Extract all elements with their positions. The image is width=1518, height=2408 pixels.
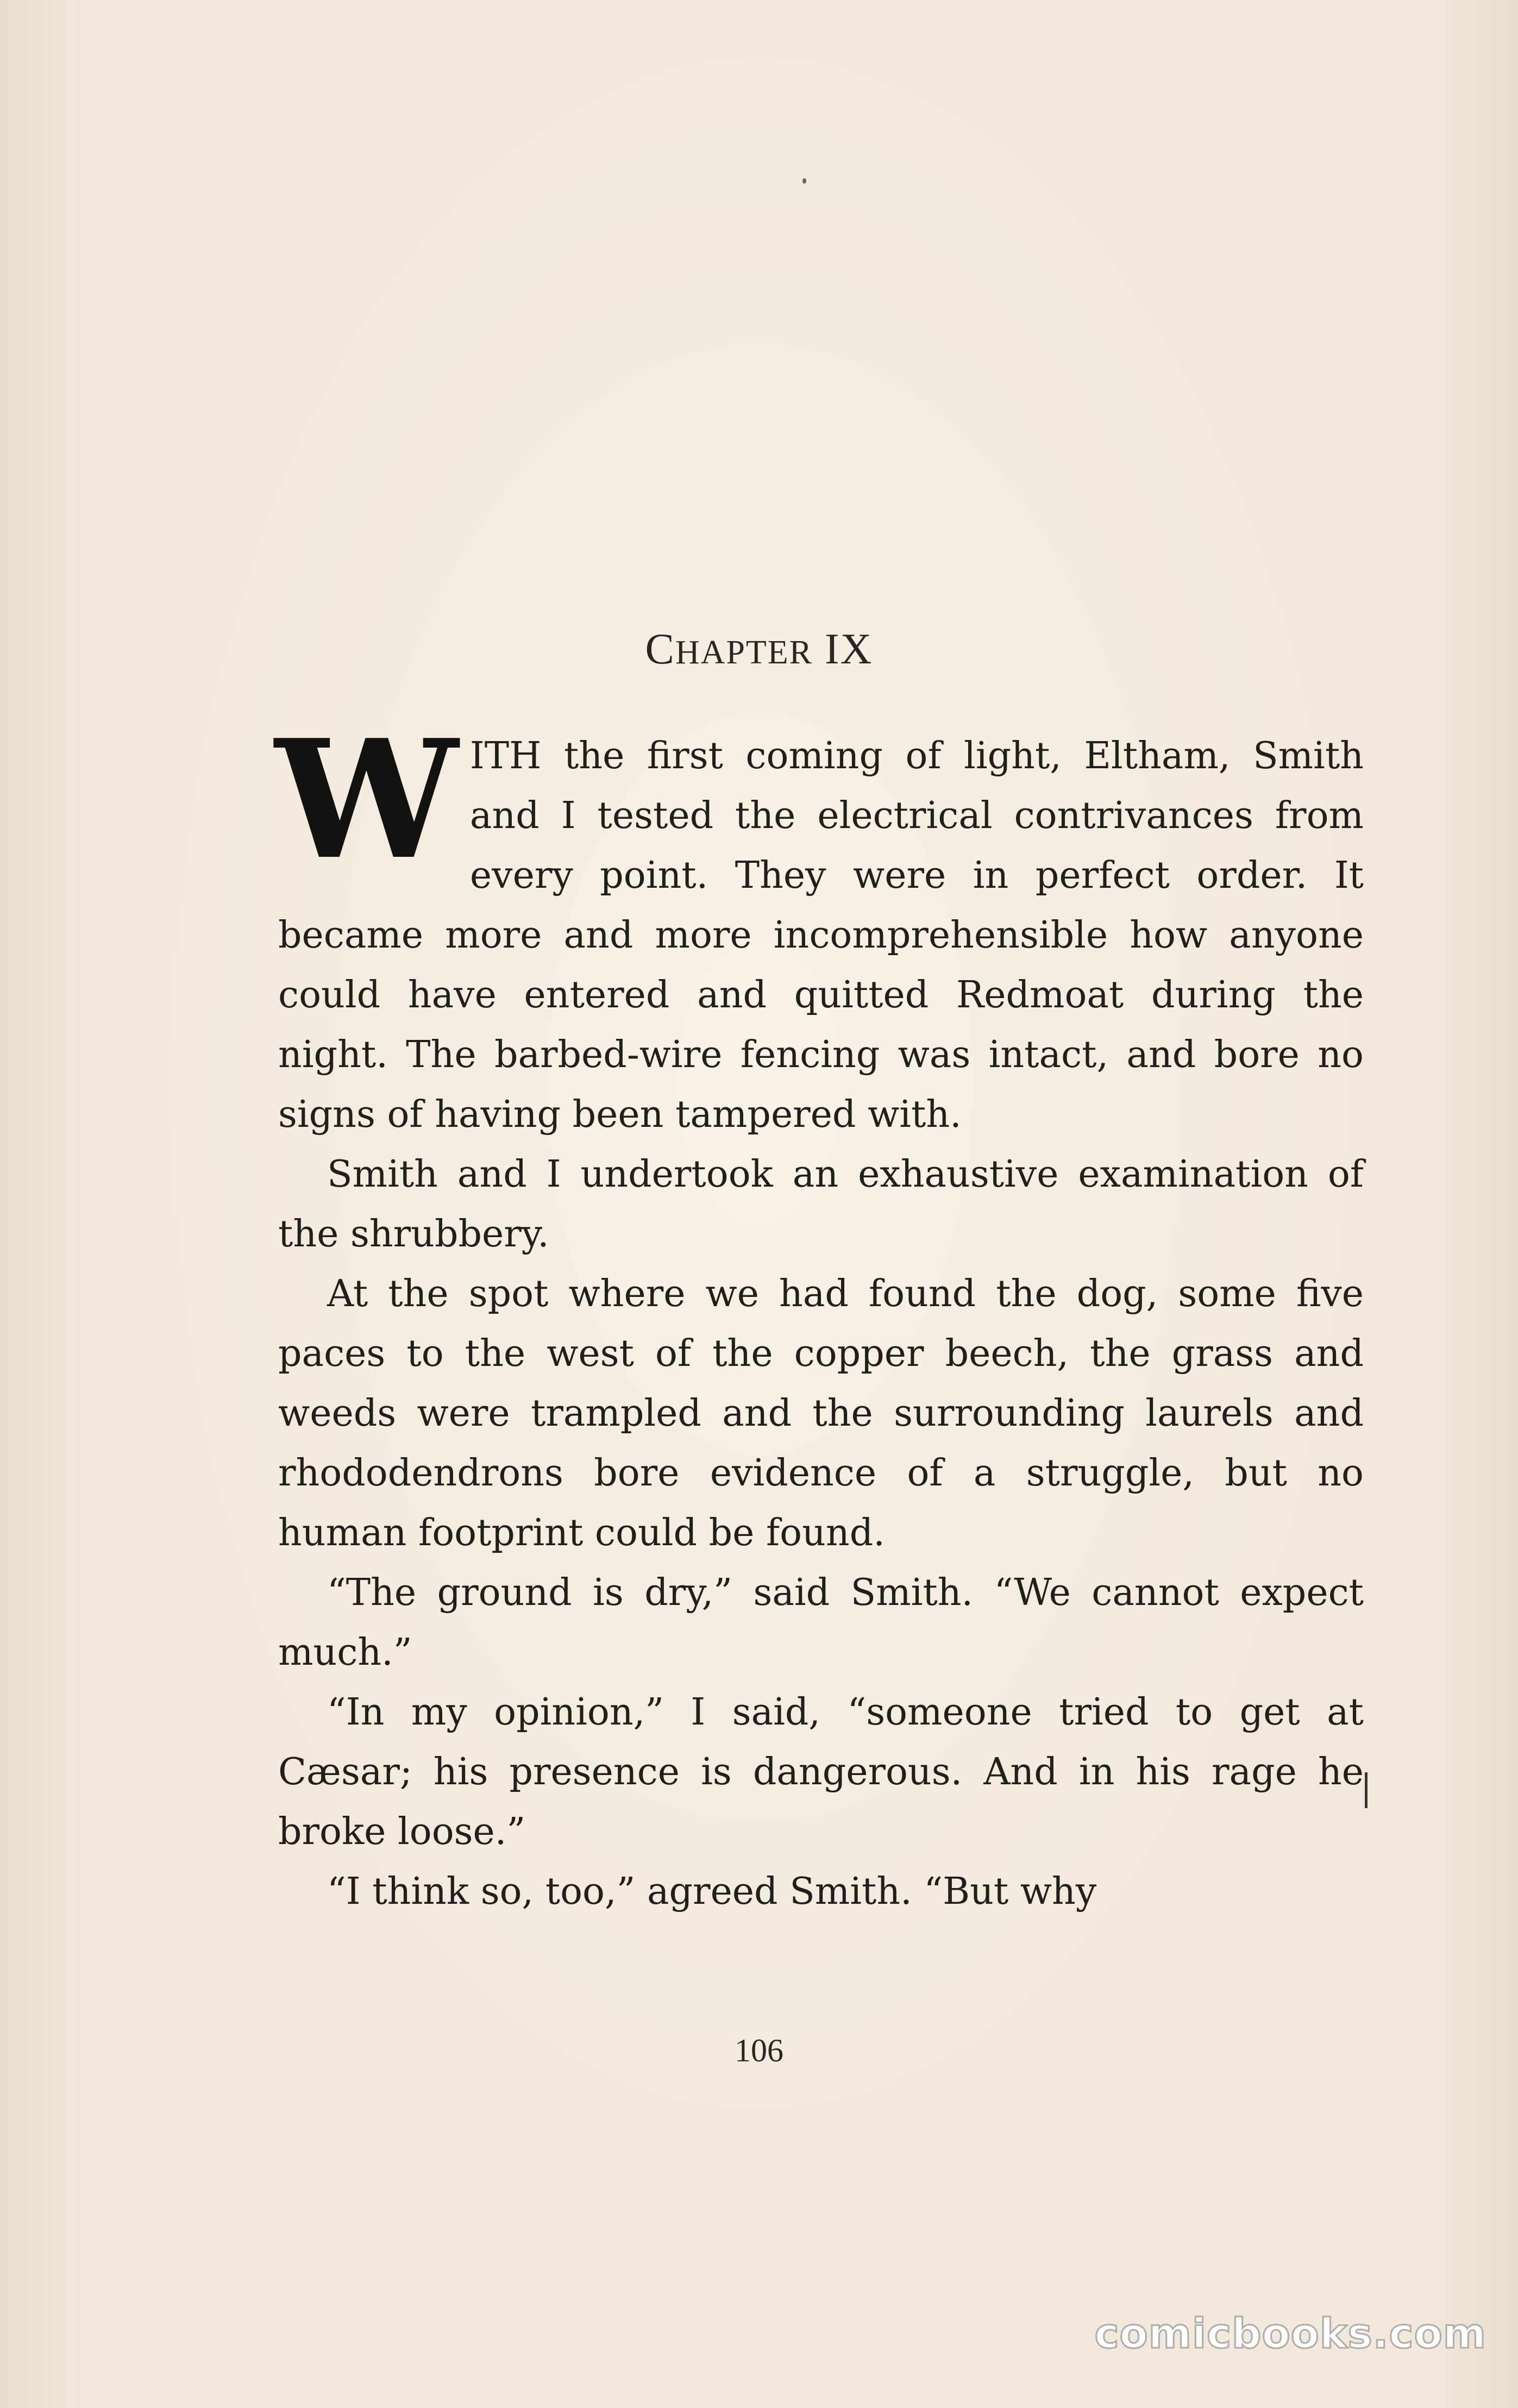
margin-mark: [1365, 1772, 1368, 1808]
chapter-label-initial: C: [645, 625, 675, 673]
watermark: comicbooks.com: [1094, 2309, 1486, 2357]
page-number: 106: [735, 2033, 783, 2068]
ink-speck: [802, 178, 806, 184]
paragraph: At the spot where we had found the dog, some five paces to the west of the copper beech, the grass and weeds were trampled and the surrounding laurels and rhododendrons bore evidence of a struggle, but no human footprint could be found.: [278, 1272, 1364, 1554]
paragraph-opening: [275, 704, 1364, 1145]
chapter-text: [275, 704, 1364, 1922]
chapter-label-rest: HAPTER: [675, 634, 813, 671]
paragraph: “I think so, too,” agreed Smith. “But why: [327, 1870, 1097, 1913]
drop-cap: W: [275, 704, 458, 895]
paragraph: “The ground is dry,” said Smith. “We cannot expect much.”: [278, 1571, 1364, 1674]
paragraph-text: ITH the first coming of light, Eltham, Smith and I tested the electrical contrivances from every point. They were in perfect order. It became more and more incomprehensible how anyone could have entered and quitted Redmoat during the night. The barbed-wire fencing was intact, and bore no signs of having been tampered with.: [278, 735, 1364, 1136]
chapter-number: IX: [825, 625, 873, 673]
paragraph: “In my opinion,” I said, “someone tried to get at Cæsar; his presence is dangerous. And in his rage he broke loose.”: [278, 1691, 1364, 1853]
chapter-heading: [0, 625, 1518, 674]
paragraph: Smith and I undertook an exhaustive examination of the shrubbery.: [278, 1153, 1364, 1256]
